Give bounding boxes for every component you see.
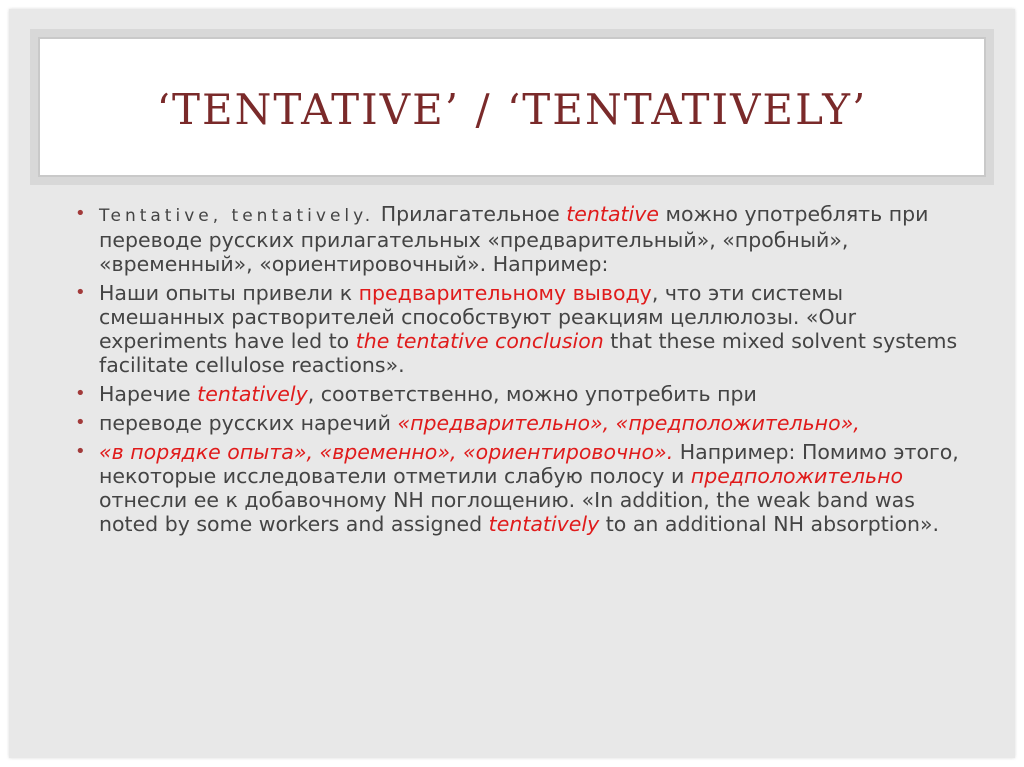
- bullet-icon: •: [75, 412, 86, 433]
- list-item: [75, 411, 975, 435]
- highlight-term: предположительно: [690, 464, 904, 488]
- text-run: Прилагательное: [374, 202, 567, 226]
- highlight-term: «в порядке опыта», «временно», «ориентировочно».: [99, 440, 674, 464]
- slide-title: ‘TENTATIVE’ / ‘TENTATIVELY’: [156, 85, 868, 134]
- text-run: Например: Помимо этого, некоторые исследователи отметили слабую полосу и: [99, 440, 959, 488]
- bullet-icon: •: [75, 441, 86, 462]
- slide: [9, 9, 1015, 758]
- highlight-term: «предварительно», «предположительно»,: [397, 411, 860, 435]
- text-run: отнесли ее к добавочному NH поглощению. «In addition, the weak band was noted by some workers and assigned: [99, 488, 915, 536]
- highlight-term: tentatively: [197, 382, 308, 406]
- bullet-icon: •: [75, 383, 86, 404]
- spaced-term: Tentative, tentatively.: [99, 206, 375, 226]
- highlight-term: предварительному выводу: [358, 281, 652, 305]
- bullet-icon: •: [75, 203, 86, 224]
- text-run: that these mixed solvent systems facilitate cellulose reactions».: [99, 329, 958, 377]
- text-run: , что эти системы смешанных растворителей способствуют реакциям целлюлозы. «Our experiments have led to: [99, 281, 857, 353]
- text-run: Наши опыты привели к: [99, 281, 359, 305]
- bullet-list: [75, 202, 975, 541]
- bullet-icon: •: [75, 282, 86, 303]
- list-item: [75, 281, 975, 377]
- list-item: [75, 440, 975, 536]
- text-run: to an additional NH absorption».: [599, 512, 940, 536]
- list-item: [75, 382, 975, 406]
- text-run: , соответственно, можно употребить при: [307, 382, 757, 406]
- text-run: Наречие: [99, 382, 198, 406]
- list-item: [75, 202, 975, 276]
- title-box: [38, 37, 986, 177]
- text-run: переводе русских наречий: [99, 411, 398, 435]
- text-run: можно употреблять при переводе русских прилагательных «предварительный», «пробный», «временный», «ориентировочный». Например:: [99, 202, 929, 276]
- highlight-term: tentatively: [488, 512, 600, 536]
- highlight-term: the tentative conclusion: [355, 329, 604, 353]
- highlight-term: tentative: [566, 202, 659, 226]
